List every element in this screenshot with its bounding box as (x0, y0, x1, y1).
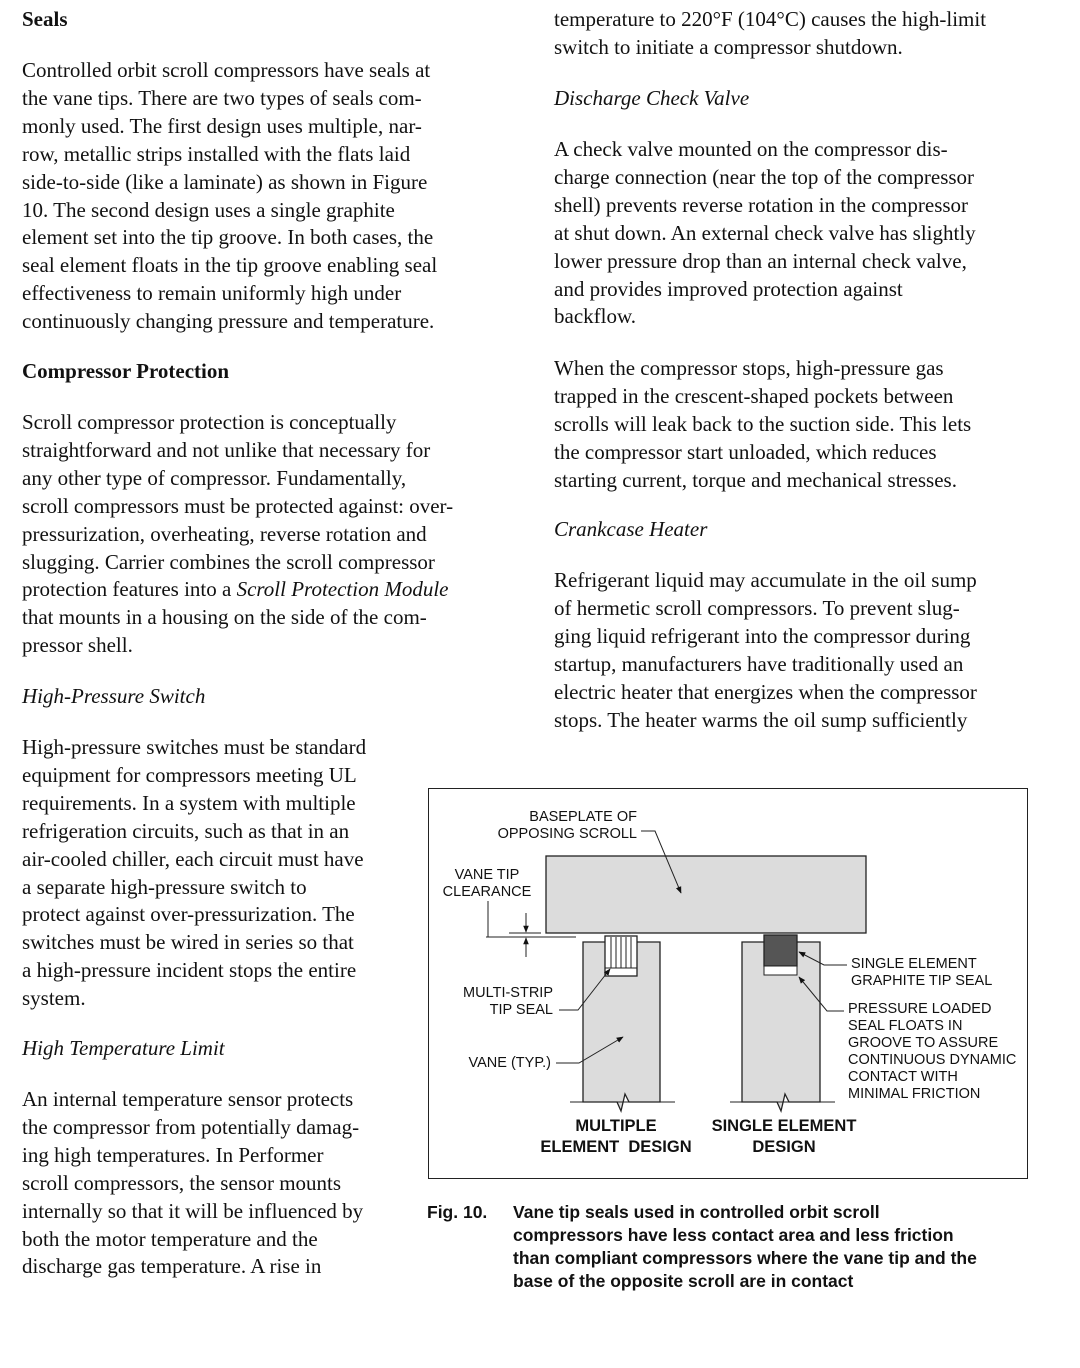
text-line: pressurization, overheating, reverse rotation and (22, 521, 427, 546)
text-line: row, metallic strips installed with the flats laid (22, 141, 411, 166)
label-line: VANE TIP (454, 867, 520, 883)
text-line: scroll compressors, the sensor mounts (22, 1170, 342, 1195)
pressure-loaded-label (848, 1001, 1016, 1103)
figure-number: Fig. 10. (427, 1202, 488, 1222)
text-line: a high-pressure incident stops the entire (22, 958, 357, 983)
text-line: at shut down. An external check valve has slightly (554, 220, 976, 245)
text-line: charge connection (near the top of the compressor (554, 164, 975, 189)
text-line: Refrigerant liquid may accumulate in the oil sump (554, 568, 977, 592)
label-line: PRESSURE LOADED (848, 1001, 992, 1017)
text-line: backflow. (554, 304, 637, 329)
vane-typ-label: VANE (TYP.) (468, 1055, 551, 1071)
text-line: electric heater that energizes when the compressor (554, 679, 977, 704)
label-line: GROOVE TO ASSURE (848, 1035, 999, 1051)
text-line: side-to-side (like a laminate) as shown in Figure (22, 169, 428, 194)
graphite-seal-groove (764, 966, 797, 975)
discharge-check-valve-heading: Discharge Check Valve (554, 86, 750, 110)
label-line: MULTI-STRIP (463, 985, 553, 1001)
label-line: SINGLE ELEMENT (711, 1117, 857, 1135)
high-pressure-switch-heading: High-Pressure Switch (22, 684, 206, 708)
text-line: startup, manufacturers have traditionally used an (554, 651, 964, 676)
text-line: that mounts in a housing on the side of the com- (22, 605, 427, 630)
label-line: OPPOSING SCROLL (497, 826, 637, 842)
crankcase-heater-heading: Crankcase Heater (554, 517, 708, 541)
text-line: air-cooled chiller, each circuit must have (22, 846, 364, 871)
text-line: Controlled orbit scroll compressors have seals at (22, 58, 431, 82)
compressor-protection-heading: Compressor Protection (22, 359, 230, 383)
text-line: system. (22, 986, 86, 1011)
text-line: ing high temperatures. In Performer (22, 1142, 324, 1167)
label-line: SINGLE ELEMENT (851, 956, 977, 972)
text-line: effectiveness to remain uniformly high under (22, 281, 402, 306)
label-line: MINIMAL FRICTION (848, 1086, 981, 1102)
label-line: ELEMENT DESIGN (540, 1138, 692, 1156)
label-line: DESIGN (752, 1138, 816, 1156)
text-line: internally so that it will be influenced by (22, 1198, 364, 1223)
text-line: switch to initiate a compressor shutdown. (554, 34, 903, 59)
label-line: CLEARANCE (442, 884, 532, 900)
baseplate-of-opposing-scroll (546, 856, 866, 933)
text-line: monly used. The first design uses multiple, nar- (22, 113, 422, 138)
discharge-check-valve-paragraph (554, 136, 1054, 331)
text-line: scrolls will leak back to the suction side. This lets (554, 411, 972, 436)
crankcase-heater-paragraph (554, 567, 1054, 734)
text-line: When the compressor stops, high-pressure gas (554, 356, 944, 380)
text-line: of hermetic scroll compressors. To prevent slug- (554, 595, 960, 620)
text-line: any other type of compressor. Fundamentally, (22, 465, 407, 490)
text-line: equipment for compressors meeting UL (22, 762, 357, 787)
text-line: the compressor from potentially damag- (22, 1114, 360, 1139)
multi-strip-tip-seal-label (439, 985, 553, 1019)
label-line: TIP SEAL (489, 1002, 553, 1018)
text-line: both the motor temperature and the (22, 1226, 318, 1251)
label-line: BASEPLATE OF (529, 809, 637, 825)
text-line: seal element floats in the tip groove enabling seal (22, 253, 438, 278)
text-line: Scroll compressor protection is conceptually (22, 410, 397, 434)
text-line: starting current, torque and mechanical stresses. (554, 467, 957, 492)
label-line: CONTACT WITH (848, 1069, 958, 1085)
label-line: MULTIPLE (575, 1117, 657, 1135)
text-line (22, 576, 512, 604)
text-line: slugging. Carrier combines the scroll compressor (22, 549, 435, 574)
protection-paragraph (22, 409, 512, 660)
text-line: the vane tips. There are two types of seals com- (22, 85, 422, 110)
baseplate-label (489, 809, 637, 843)
text-line: straightforward and not unlike that necessary for (22, 437, 431, 462)
text-line: the compressor start unloaded, which reduces (554, 439, 937, 464)
text-line: trapped in the crescent-shaped pockets between (554, 383, 954, 408)
right-column (554, 6, 1054, 746)
graphite-tip-seal (764, 935, 797, 966)
text-line: a separate high-pressure switch to (22, 874, 307, 899)
text-line: and provides improved protection against (554, 276, 903, 301)
compressor-stops-paragraph (554, 355, 1054, 495)
caption-line: Vane tip seals used in controlled orbit scroll (513, 1202, 880, 1222)
single-element-design-label (699, 1116, 869, 1158)
text-fragment: protection features into a (22, 577, 237, 602)
text-line: refrigeration circuits, such as that in an (22, 818, 350, 843)
text-line: element set into the tip groove. In both cases, the (22, 225, 434, 250)
caption-line: base of the opposite scroll are in contact (513, 1271, 854, 1291)
text-line: ging liquid refrigerant into the compressor during (554, 623, 971, 648)
text-line: temperature to 220°F (104°C) causes the high-limit (554, 7, 987, 31)
label-line: SEAL FLOATS IN (848, 1018, 963, 1034)
multiple-element-design-label (526, 1116, 706, 1158)
text-line: stops. The heater warms the oil sump sufficiently (554, 707, 968, 732)
seals-heading: Seals (22, 7, 68, 31)
label-line: CONTINUOUS DYNAMIC (848, 1052, 1017, 1068)
text-line: scroll compressors must be protected against: over- (22, 493, 454, 518)
scroll-protection-module-term: Scroll Protection Module (236, 577, 449, 602)
text-line: An internal temperature sensor protects (22, 1087, 354, 1111)
high-temperature-limit-heading: High Temperature Limit (22, 1036, 225, 1060)
text-line: 10. The second design uses a single graphite (22, 197, 395, 222)
text-line: pressor shell. (22, 633, 133, 658)
text-line: requirements. In a system with multiple (22, 790, 356, 815)
text-line: A check valve mounted on the compressor dis- (554, 137, 948, 161)
text-line: protect against over-pressurization. The (22, 902, 355, 927)
text-line: continuously changing pressure and temperature. (22, 309, 435, 334)
caption-line: than compliant compressors where the vane tip and the (513, 1248, 977, 1268)
continued-paragraph (554, 6, 1054, 62)
seals-paragraph (22, 57, 512, 336)
text-line: switches must be wired in series so that (22, 930, 354, 955)
label-line: GRAPHITE TIP SEAL (851, 973, 993, 989)
text-line: lower pressure drop than an internal check valve, (554, 248, 967, 273)
single-element-graphite-label (851, 956, 992, 990)
vane-tip-clearance-label (439, 867, 535, 901)
figure-10-frame (428, 788, 1028, 1179)
text-line: shell) prevents reverse rotation in the compressor (554, 192, 969, 217)
text-line: High-pressure switches must be standard (22, 735, 367, 759)
figure-caption (513, 1201, 1053, 1293)
text-line: discharge gas temperature. A rise in (22, 1254, 322, 1279)
caption-line: compressors have less contact area and less friction (513, 1225, 954, 1245)
